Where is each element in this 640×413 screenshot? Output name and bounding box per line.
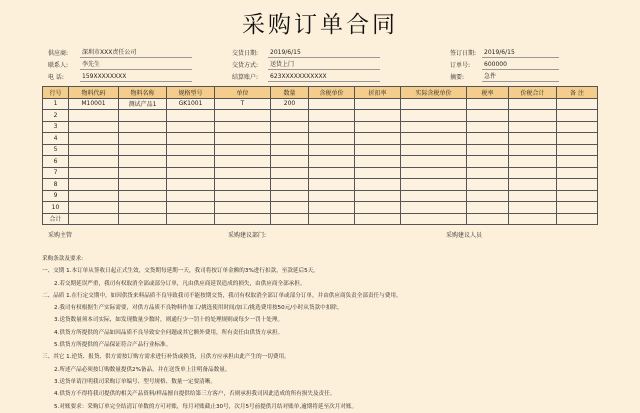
table-cell[interactable] (509, 213, 557, 225)
account-value: 623XXXXXXXXXXX (268, 72, 380, 82)
table-cell[interactable] (119, 179, 167, 191)
table-cell[interactable] (401, 144, 467, 156)
supplier-value: 深圳市XXX责任公司 (80, 48, 192, 58)
table-cell[interactable] (69, 167, 119, 179)
table-cell[interactable] (271, 121, 309, 133)
table-cell[interactable]: 合计 (43, 213, 69, 225)
terms-line: 三、其它 1.逆货、报货、供方需按订购方需求进行补货或换货，且供方应承担由此产生的一切费用。 (42, 354, 290, 361)
table-cell[interactable] (271, 213, 309, 225)
terms-line: 采购条款及要求: (42, 256, 84, 262)
table-cell[interactable] (557, 213, 598, 225)
table-cell[interactable] (467, 98, 509, 110)
table-cell[interactable] (557, 121, 598, 133)
table-cell[interactable] (355, 133, 401, 145)
table-row (43, 98, 598, 110)
column-header: 折扣率 (355, 87, 401, 99)
table-cell[interactable] (215, 110, 271, 122)
table-cell[interactable] (401, 213, 467, 225)
table-cell[interactable] (401, 110, 467, 122)
table-cell[interactable] (69, 179, 119, 191)
table-cell[interactable] (119, 167, 167, 179)
table-cell[interactable] (215, 167, 271, 179)
table-cell[interactable] (215, 179, 271, 191)
phone-value: 159XXXXXXXX (80, 72, 192, 82)
table-cell[interactable] (69, 121, 119, 133)
table-cell[interactable] (215, 213, 271, 225)
table-row (43, 144, 598, 156)
table-cell[interactable] (355, 98, 401, 110)
table-cell[interactable]: 7 (43, 167, 69, 179)
terms-section (42, 253, 602, 413)
table-cell[interactable] (401, 121, 467, 133)
contact-value: 李先生 (80, 60, 192, 70)
table-cell[interactable] (467, 202, 509, 214)
table-cell[interactable] (401, 179, 467, 191)
table-cell[interactable]: 5 (43, 144, 69, 156)
delivery-method-label: 交货方式: (232, 62, 259, 69)
table-cell[interactable] (167, 190, 215, 202)
table-cell[interactable] (167, 202, 215, 214)
table-cell[interactable] (509, 144, 557, 156)
table-cell[interactable] (119, 121, 167, 133)
table-cell[interactable] (271, 190, 309, 202)
table-cell[interactable] (557, 156, 598, 168)
terms-line: 2.我司有权根据生产实际需要，对供方品质不良物料作加工/挑选使用时间/加工/挑选费用按50元/小时从货款中扣除。 (54, 305, 343, 312)
table-row (43, 179, 598, 191)
table-cell[interactable] (309, 202, 355, 214)
table-row (43, 121, 598, 133)
terms-line: 4.供货方不得将我司提供的相关产品资料/样品擅自提供给第三方客户，否则承担我司因此造成的所有损失及责任。 (54, 391, 336, 398)
table-cell[interactable] (215, 121, 271, 133)
table-row (43, 156, 598, 168)
column-header: 数量 (271, 87, 309, 99)
table-cell[interactable] (509, 179, 557, 191)
terms-line: 5.供货方所提供的产品保证符合产品行业标准。 (54, 342, 172, 349)
field-row-3 (0, 72, 640, 83)
table-cell[interactable] (467, 213, 509, 225)
table-header-row (43, 87, 598, 99)
table-cell[interactable]: 6 (43, 156, 69, 168)
table-cell[interactable] (557, 98, 598, 110)
table-cell[interactable] (355, 190, 401, 202)
table-cell[interactable] (401, 98, 467, 110)
table-cell[interactable] (215, 190, 271, 202)
supplier-label: 供应商: (48, 50, 69, 57)
table-cell[interactable] (271, 144, 309, 156)
table-cell[interactable]: 测试产品1 (119, 98, 167, 110)
table-cell[interactable]: 10 (43, 202, 69, 214)
table-cell[interactable]: 8 (43, 179, 69, 191)
column-header: 行号 (43, 87, 69, 99)
table-cell[interactable] (119, 202, 167, 214)
table-cell[interactable] (355, 202, 401, 214)
table-cell[interactable] (509, 121, 557, 133)
column-header: 价税合计 (509, 87, 557, 99)
table-cell[interactable] (401, 156, 467, 168)
table-cell[interactable] (167, 121, 215, 133)
sign-date-label: 签订日期: (450, 50, 477, 57)
column-header: 备 注 (557, 87, 598, 99)
table-cell[interactable] (69, 133, 119, 145)
table-cell[interactable]: 9 (43, 190, 69, 202)
table-cell[interactable] (401, 202, 467, 214)
table-cell[interactable] (309, 121, 355, 133)
table-cell[interactable] (401, 167, 467, 179)
table-cell[interactable] (119, 213, 167, 225)
table-cell[interactable] (509, 156, 557, 168)
table-cell[interactable] (309, 213, 355, 225)
table-cell[interactable] (309, 179, 355, 191)
table-cell[interactable] (309, 190, 355, 202)
table-cell[interactable] (467, 121, 509, 133)
table-cell[interactable] (355, 213, 401, 225)
table-cell[interactable] (119, 133, 167, 145)
field-row-2 (0, 60, 640, 71)
table-cell[interactable] (167, 110, 215, 122)
dept-signature-label: 采购建议部门: (228, 232, 267, 239)
terms-line: 一、交期 1.本订单从签收日起正式生效，交货期每延期一天，我司将按订单金额的3%进行扣款，至款延后5天。 (42, 268, 319, 275)
delivery-date-label: 交货日期: (232, 50, 259, 57)
table-cell[interactable] (509, 190, 557, 202)
table-cell[interactable] (509, 202, 557, 214)
table-cell[interactable]: 3 (43, 121, 69, 133)
table-cell[interactable] (309, 167, 355, 179)
table-cell[interactable] (467, 110, 509, 122)
table-cell[interactable] (271, 179, 309, 191)
table-cell[interactable] (69, 202, 119, 214)
summary-label: 摘要: (450, 74, 465, 81)
manager-signature-label: 采购主管 (48, 232, 73, 239)
delivery-method-value: 送货上门 (268, 60, 380, 70)
table-cell[interactable] (69, 144, 119, 156)
person-signature-label: 采购建议人员 (446, 232, 483, 239)
column-header: 物料代码 (69, 87, 119, 99)
table-cell[interactable]: 2 (43, 110, 69, 122)
table-row (43, 110, 598, 122)
table-cell[interactable] (467, 144, 509, 156)
contact-label: 联系人: (48, 62, 69, 69)
table-cell[interactable] (557, 167, 598, 179)
table-cell[interactable]: GK1001 (167, 98, 215, 110)
table-cell[interactable] (557, 190, 598, 202)
table-cell[interactable] (509, 110, 557, 122)
table-cell[interactable] (309, 156, 355, 168)
table-cell[interactable] (271, 156, 309, 168)
table-cell[interactable] (167, 213, 215, 225)
table-cell[interactable] (557, 179, 598, 191)
table-cell[interactable] (69, 190, 119, 202)
table-cell[interactable] (509, 133, 557, 145)
contract-no-value: 600000 (482, 60, 559, 70)
table-cell[interactable]: 1 (43, 98, 69, 110)
table-body (43, 98, 598, 225)
terms-line: 3.送货数量须本司实际，如发现数量少数时，则通行少一罚十的处理规则或每少一罚十处理。 (54, 317, 284, 324)
terms-line: 3.送货单请注明我司采购订单编号、型号规格、数量一定要清晰。 (54, 378, 216, 385)
table-cell[interactable] (69, 110, 119, 122)
table-cell[interactable] (119, 110, 167, 122)
table-cell[interactable] (271, 202, 309, 214)
table-row (43, 202, 598, 214)
table-cell[interactable] (355, 144, 401, 156)
table-cell[interactable] (401, 190, 467, 202)
table-cell[interactable] (355, 179, 401, 191)
table-cell[interactable]: 200 (271, 98, 309, 110)
table-cell[interactable] (355, 121, 401, 133)
table-cell[interactable] (167, 144, 215, 156)
table-cell[interactable] (355, 156, 401, 168)
sign-date-value: 2019/6/15 (482, 48, 559, 58)
terms-line: 2.若交期延误严重，我司有权取消全部或部分订单，凡由供应商延误造成的损失，由供应商全部承担。 (54, 280, 306, 287)
column-header: 规格型号 (167, 87, 215, 99)
table-cell[interactable] (167, 156, 215, 168)
terms-line: 二、品质 1.在行定交期中，如因供货来料品质不良导致我司不能按期交货，我司有权取消全部订单或部分订单，并由供应商负责全部责任与费用。 (42, 292, 402, 299)
table-cell[interactable] (119, 190, 167, 202)
table-cell[interactable]: 4 (43, 133, 69, 145)
table-cell[interactable]: M10001 (69, 98, 119, 110)
table-cell[interactable] (167, 167, 215, 179)
table-cell[interactable] (467, 190, 509, 202)
column-header: 实际含税单价 (401, 87, 467, 99)
table-cell[interactable] (467, 156, 509, 168)
table-cell[interactable] (309, 144, 355, 156)
column-header: 单位 (215, 87, 271, 99)
table-cell[interactable] (69, 213, 119, 225)
table-cell[interactable] (557, 110, 598, 122)
table-cell[interactable] (271, 133, 309, 145)
table-cell[interactable] (467, 133, 509, 145)
summary-value: 急件 (482, 72, 559, 82)
table-cell[interactable] (557, 202, 598, 214)
table-cell[interactable] (509, 167, 557, 179)
table-row (43, 167, 598, 179)
table-cell[interactable] (401, 133, 467, 145)
table-cell[interactable] (215, 202, 271, 214)
account-label: 结算账户: (232, 74, 259, 81)
table-row (43, 133, 598, 145)
table-cell[interactable] (167, 133, 215, 145)
table-cell[interactable] (467, 179, 509, 191)
table-cell[interactable] (167, 179, 215, 191)
contract-no-label: 订单号: (450, 62, 471, 69)
table-cell[interactable] (215, 156, 271, 168)
table-cell[interactable] (309, 98, 355, 110)
table-cell[interactable] (309, 133, 355, 145)
table-cell[interactable] (119, 156, 167, 168)
delivery-date-value: 2019/6/15 (268, 48, 380, 58)
table-cell[interactable]: T (215, 98, 271, 110)
table-cell[interactable] (271, 110, 309, 122)
table-cell[interactable] (355, 167, 401, 179)
terms-line: 5.对账要求：采购订单完全结清订单数的方可对账，每月对账截止30号，次月5号前提供月结对账单,逾期将延至次月对账。 (54, 403, 358, 410)
table-cell[interactable] (557, 144, 598, 156)
table-cell[interactable] (509, 98, 557, 110)
column-header: 含税单价 (309, 87, 355, 99)
table-cell[interactable] (355, 110, 401, 122)
order-table (42, 86, 598, 225)
table-cell[interactable] (309, 110, 355, 122)
column-header: 税率 (467, 87, 509, 99)
table-cell[interactable] (119, 144, 167, 156)
table-row (43, 213, 598, 225)
table-cell[interactable] (271, 167, 309, 179)
phone-label: 电 话: (48, 74, 64, 81)
table-cell[interactable] (557, 133, 598, 145)
table-cell[interactable] (467, 167, 509, 179)
page-title: 采购订单合同 (242, 12, 398, 38)
table-cell[interactable] (69, 156, 119, 168)
column-header: 物料名称 (119, 87, 167, 99)
table-row (43, 190, 598, 202)
field-row-1 (0, 48, 640, 59)
table-cell[interactable] (215, 144, 271, 156)
terms-line: 2.所述产品必须按订购数量提供2%备品，并在送货单上注明备品数量。 (54, 366, 231, 373)
terms-line: 4.供货方所提供的产品如因品质不良导致安全问题或其它额外费用，所有责任由供货方承担。 (54, 329, 284, 336)
table-cell[interactable] (215, 133, 271, 145)
